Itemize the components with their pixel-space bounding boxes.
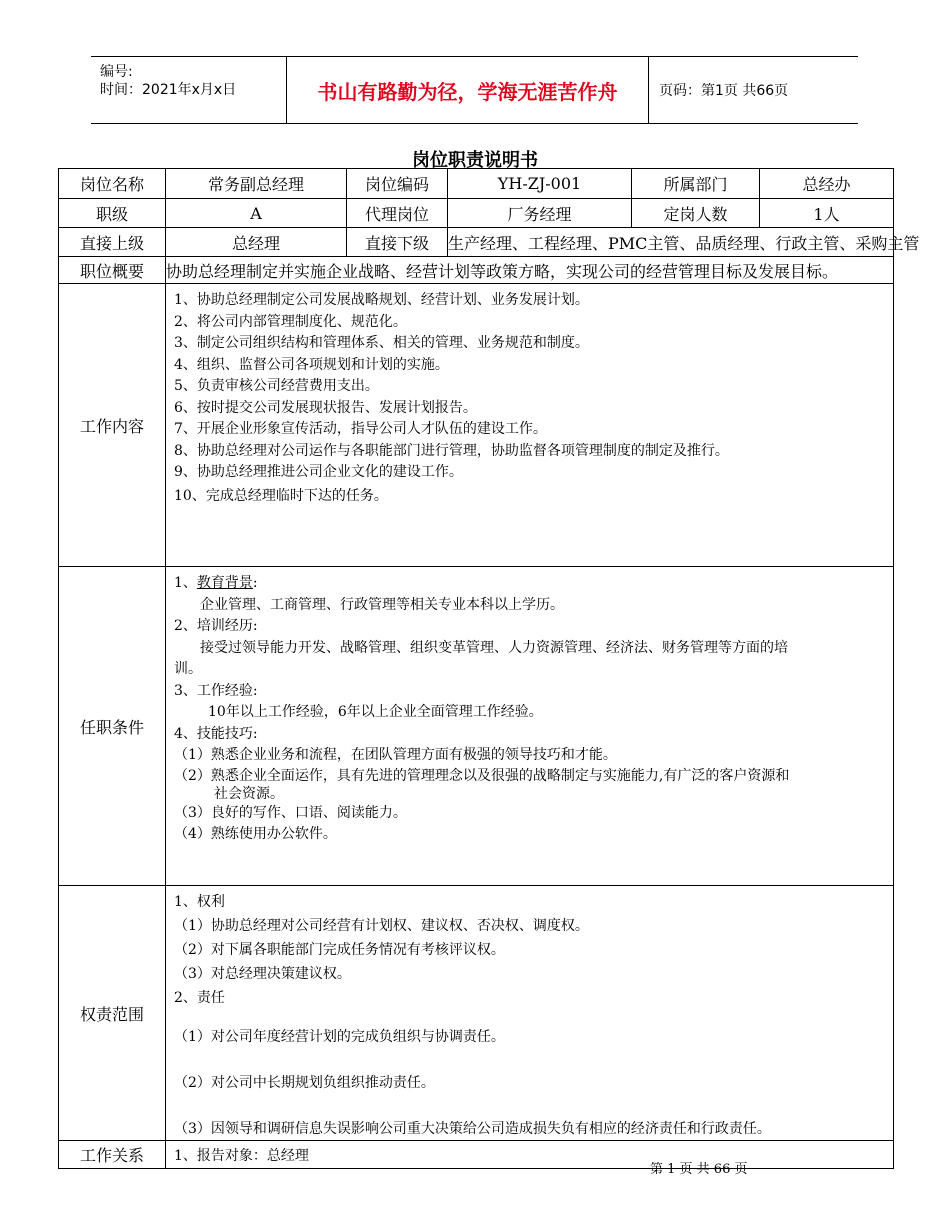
experience-text: 10年以上工作经验，6年以上企业全面管理工作经验。 (208, 704, 543, 720)
list-item: 2、将公司内部管理制度化、规范化。 (174, 313, 407, 330)
list-item: 3、制定公司组织结构和管理体系、相关的管理、业务规范和制度。 (174, 335, 589, 351)
table-row (59, 886, 894, 1141)
responsibility-item: （3）因领导和调研信息失误影响公司重大决策给公司造成损失负有相应的经济责任和行政责任。 (174, 1121, 771, 1137)
training-title: 2、培训经历: (174, 618, 258, 634)
summary-text: 协助总经理制定并实施企业战略、经营计划等政策方略，实现公司的经营管理目标及发展目标。 (166, 257, 894, 284)
supervisor-label: 直接上级 (59, 228, 166, 257)
skill-item-cont: 社会资源。 (214, 785, 284, 802)
header-page-cell (649, 57, 858, 123)
summary-label: 职位概要 (59, 257, 166, 284)
table-row (59, 228, 894, 257)
department-value: 总经办 (760, 169, 894, 199)
rights-title: 1、权利 (174, 894, 225, 910)
table-row (59, 284, 894, 567)
position-name-label: 岗位名称 (59, 169, 166, 199)
experience-title: 3、工作经验: (174, 682, 258, 699)
right-item: （3）对总经理决策建议权。 (174, 966, 351, 982)
position-name-value: 常务副总经理 (166, 169, 347, 199)
right-item: （2）对下属各职能部门完成任务情况有考核评议权。 (174, 942, 505, 958)
work-content-label: 工作内容 (59, 284, 166, 567)
skill-item: （1）熟悉企业业务和流程，在团队管理方面有极强的领导技巧和才能。 (174, 747, 617, 763)
header-left-cell (91, 57, 286, 123)
header-page-info: 页码：第1页 共66页 (659, 83, 789, 99)
document-header (91, 56, 858, 124)
relations-label: 工作关系 (59, 1141, 166, 1169)
department-label: 所属部门 (632, 169, 760, 199)
headcount-value: 1人 (760, 199, 894, 228)
responsibility-item: （2）对公司中长期规划负组织推动责任。 (174, 1075, 435, 1091)
subordinates-label: 直接下级 (347, 228, 448, 257)
job-description-table (58, 168, 920, 1169)
list-item: 6、按时提交公司发展现状报告、发展计划报告。 (174, 399, 477, 416)
headcount-label: 定岗人数 (632, 199, 760, 228)
skill-item: （3）良好的写作、口语、阅读能力。 (174, 804, 407, 821)
responsibility-item: （1）对公司年度经营计划的完成负组织与协调责任。 (174, 1029, 505, 1045)
page-footer: 第 1 页 共 66 页 (650, 1162, 748, 1177)
relations-text: 1、报告对象：总经理 (166, 1141, 894, 1169)
work-content-cell (166, 284, 894, 567)
authority-cell (166, 886, 894, 1141)
list-item: 1、协助总经理制定公司发展战略规划、经营计划、业务发展计划。 (174, 292, 589, 308)
training-text-cont: 训。 (174, 661, 202, 677)
list-item: 5、负责审核公司经营费用支出。 (174, 378, 379, 394)
skills-title: 4、技能技巧: (174, 725, 258, 742)
list-item: 4、组织、监督公司各项规划和计划的实施。 (174, 356, 449, 373)
header-motto: 书山有路勤为径，学海无涯苦作舟 (317, 79, 618, 104)
supervisor-value: 总经理 (166, 228, 347, 257)
table-row (59, 199, 894, 228)
table-row (59, 257, 894, 284)
qualifications-cell (166, 567, 894, 886)
header-motto-cell (286, 57, 649, 123)
qualifications-content (166, 567, 893, 846)
responsibilities-title: 2、责任 (174, 990, 225, 1006)
table-row (59, 1141, 894, 1169)
education-title: 1、教育背景: (174, 575, 258, 591)
position-code-value: YH-ZJ-001 (448, 169, 632, 199)
document-time-label: 时间：2021年x月x日 (100, 82, 237, 98)
grade-label: 职级 (59, 199, 166, 228)
grade-value: A (166, 199, 347, 228)
right-item: （1）协助总经理对公司经营有计划权、建议权、否决权、调度权。 (174, 918, 589, 934)
authority-label: 权责范围 (59, 886, 166, 1141)
skill-item: （4）熟练使用办公软件。 (174, 826, 337, 842)
table-row (59, 169, 894, 199)
list-item: 8、协助总经理对公司运作与各职能部门进行管理，协助监督各项管理制度的制定及推行。 (174, 442, 729, 459)
list-item: 10、完成总经理临时下达的任务。 (174, 487, 388, 504)
work-content-list (166, 284, 893, 507)
education-text: 企业管理、工商管理、行政管理等相关专业本科以上学历。 (200, 596, 564, 613)
deputy-value: 厂务经理 (448, 199, 632, 228)
skill-item: （2）熟悉企业全面运作，具有先进的管理理念以及很强的战略制定与实施能力,有广泛的客户资源和 (174, 767, 790, 784)
training-text: 接受过领导能力开发、战略管理、组织变革管理、人力资源管理、经济法、财务管理等方面的培 (200, 639, 788, 656)
qualifications-label: 任职条件 (59, 567, 166, 886)
table-row (59, 567, 894, 886)
document-title: 岗位职责说明书 (412, 150, 538, 171)
authority-content (166, 886, 893, 1140)
list-item: 7、开展企业形象宣传活动，指导公司人才队伍的建设工作。 (174, 421, 547, 437)
list-item: 9、协助总经理推进公司企业文化的建设工作。 (174, 464, 463, 480)
deputy-label: 代理岗位 (347, 199, 448, 228)
position-code-label: 岗位编码 (347, 169, 448, 199)
document-number-label: 编号: (100, 64, 133, 80)
subordinates-value: 生产经理、工程经理、PMC主管、品质经理、行政主管、采购主管 (448, 228, 894, 257)
